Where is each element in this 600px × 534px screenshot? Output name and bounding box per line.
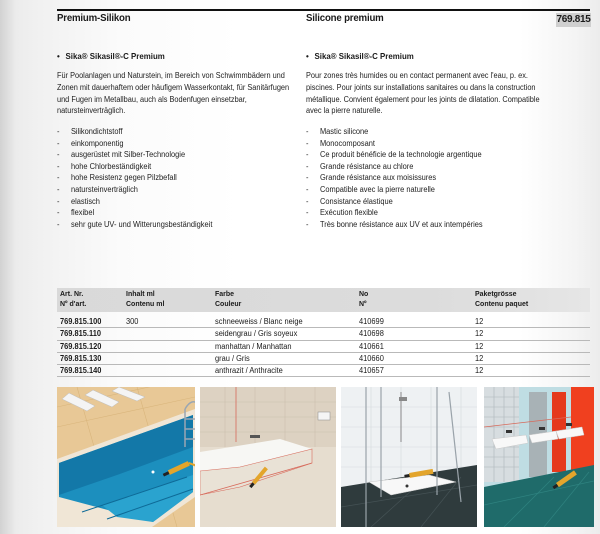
cell-article-number: 769.815.110 (60, 329, 101, 339)
dash-icon: - (57, 184, 60, 194)
cell-content: 300 (126, 317, 139, 326)
feature-item: - Grande résistance aux moisissures (306, 173, 437, 183)
photo-washroom (484, 387, 594, 527)
feature-item: - Mastic silicone (306, 127, 369, 136)
cell-color: seidengrau / Gris soyeux (215, 329, 298, 339)
dash-icon: - (57, 127, 60, 136)
dash-icon: - (57, 219, 60, 229)
cell-pack-size: 12 (475, 366, 484, 376)
description-german: Für Poolanlagen und Naturstein, im Bereich von Schwimmbädern und Zonen mit dauerhaftem oder häufigem Wasserkontakt, für Sanitärfugen und Fugen im Metallbau, auch als Bodenfugen einsetzbar, natursteinverträglich. (57, 71, 290, 116)
cell-article-number: 769.815.120 (60, 341, 102, 351)
dash-icon: - (306, 161, 309, 171)
photo-swimming-pool (57, 387, 195, 527)
feature-item: - Grande résistance au chlore (306, 161, 414, 171)
cell-color: grau / Gris (215, 353, 250, 363)
table-header (57, 288, 590, 312)
cell-pack-size: 12 (475, 341, 484, 351)
cell-article-number: 769.815.130 (60, 353, 102, 363)
feature-item: - Très bonne résistance aux UV et aux intempéries (306, 219, 483, 229)
dash-icon: - (306, 184, 309, 194)
cell-number: 410660 (359, 353, 384, 363)
column-header-number: No Nº (359, 289, 369, 308)
bullet-icon: • (57, 51, 60, 61)
feature-list-french (306, 126, 496, 230)
dash-icon: - (306, 173, 309, 183)
cell-article-number: 769.815.140 (60, 366, 102, 376)
product-name-german (57, 51, 165, 61)
bullet-icon: • (306, 51, 309, 61)
title-german: Premium-Silikon (57, 12, 131, 24)
dash-icon: - (57, 196, 60, 206)
cell-pack-size: 12 (475, 329, 484, 339)
dash-icon: - (57, 138, 60, 148)
dash-icon: - (306, 196, 309, 206)
article-group-badge: 769.815 (556, 14, 591, 25)
dash-icon: - (57, 161, 60, 171)
product-name-text: Sika® Sikasil®-C Premium (65, 51, 165, 61)
cell-number: 410698 (359, 329, 384, 339)
photo-bathtub (200, 387, 336, 527)
feature-item: - ausgerüstet mit Silber-Technologie (57, 150, 186, 160)
cell-number: 410661 (359, 341, 384, 351)
cell-color: manhattan / Manhattan (215, 341, 292, 351)
feature-item: - flexibel (57, 208, 95, 218)
table-row (57, 316, 590, 328)
feature-item: - natursteinverträglich (57, 184, 138, 194)
column-header-pack-size: Paketgrösse Contenu paquet (475, 289, 529, 308)
feature-item: - einkomponentig (57, 138, 124, 148)
photo-shower (341, 387, 477, 527)
feature-item: - sehr gute UV- und Witterungsbeständigkeit (57, 219, 213, 229)
column-header-color: Farbe Couleur (215, 289, 242, 308)
feature-item: - hohe Resistenz gegen Pilzbefall (57, 173, 177, 183)
title-french: Silicone premium (306, 12, 384, 24)
table-row (57, 341, 590, 353)
cell-pack-size: 12 (475, 317, 484, 326)
feature-list-german (57, 126, 224, 230)
cell-number: 410699 (359, 317, 384, 326)
feature-item: - Ce produit bénéficie de la technologie argentique (306, 150, 482, 160)
feature-item: - elastisch (57, 196, 100, 206)
feature-item: - Consistance élastique (306, 196, 393, 206)
dash-icon: - (57, 173, 60, 183)
dash-icon: - (306, 127, 309, 136)
column-header-article-number: Art. Nr. Nº d'art. (60, 289, 87, 308)
cell-article-number: 769.815.100 (60, 317, 102, 326)
cell-color: schneeweiss / Blanc neige (215, 317, 303, 326)
dash-icon: - (57, 150, 60, 160)
column-header-content: Inhalt ml Contenu ml (126, 289, 165, 308)
feature-item: - Exécution flexible (306, 208, 378, 218)
header-rule (57, 9, 590, 11)
cell-pack-size: 12 (475, 353, 484, 363)
feature-item: - Compatible avec la pierre naturelle (306, 184, 435, 194)
dash-icon: - (306, 150, 309, 160)
cell-color: anthrazit / Anthracite (215, 366, 283, 376)
article-table (57, 288, 590, 377)
table-row (57, 365, 590, 377)
dash-icon: - (57, 208, 60, 218)
product-name-text: Sika® Sikasil®-C Premium (314, 51, 414, 61)
dash-icon: - (306, 219, 309, 229)
product-name-french (306, 51, 414, 61)
description-french: Pour zones très humides ou en contact permanent avec l'eau, p. ex. piscines. Pour joints sur installations sanitaires ou dans la construction métallique. Convient également pour les joints de dilatation. Compatible avec la pierre naturelle. (306, 71, 540, 116)
table-row (57, 353, 590, 365)
feature-item: - Monocomposant (306, 138, 375, 148)
cell-number: 410657 (359, 366, 384, 376)
dash-icon: - (306, 208, 309, 218)
dash-icon: - (306, 138, 309, 148)
feature-item: - Silikondichtstoff (57, 127, 123, 136)
feature-item: - hohe Chlorbeständigkeit (57, 161, 152, 171)
table-row (57, 328, 590, 340)
